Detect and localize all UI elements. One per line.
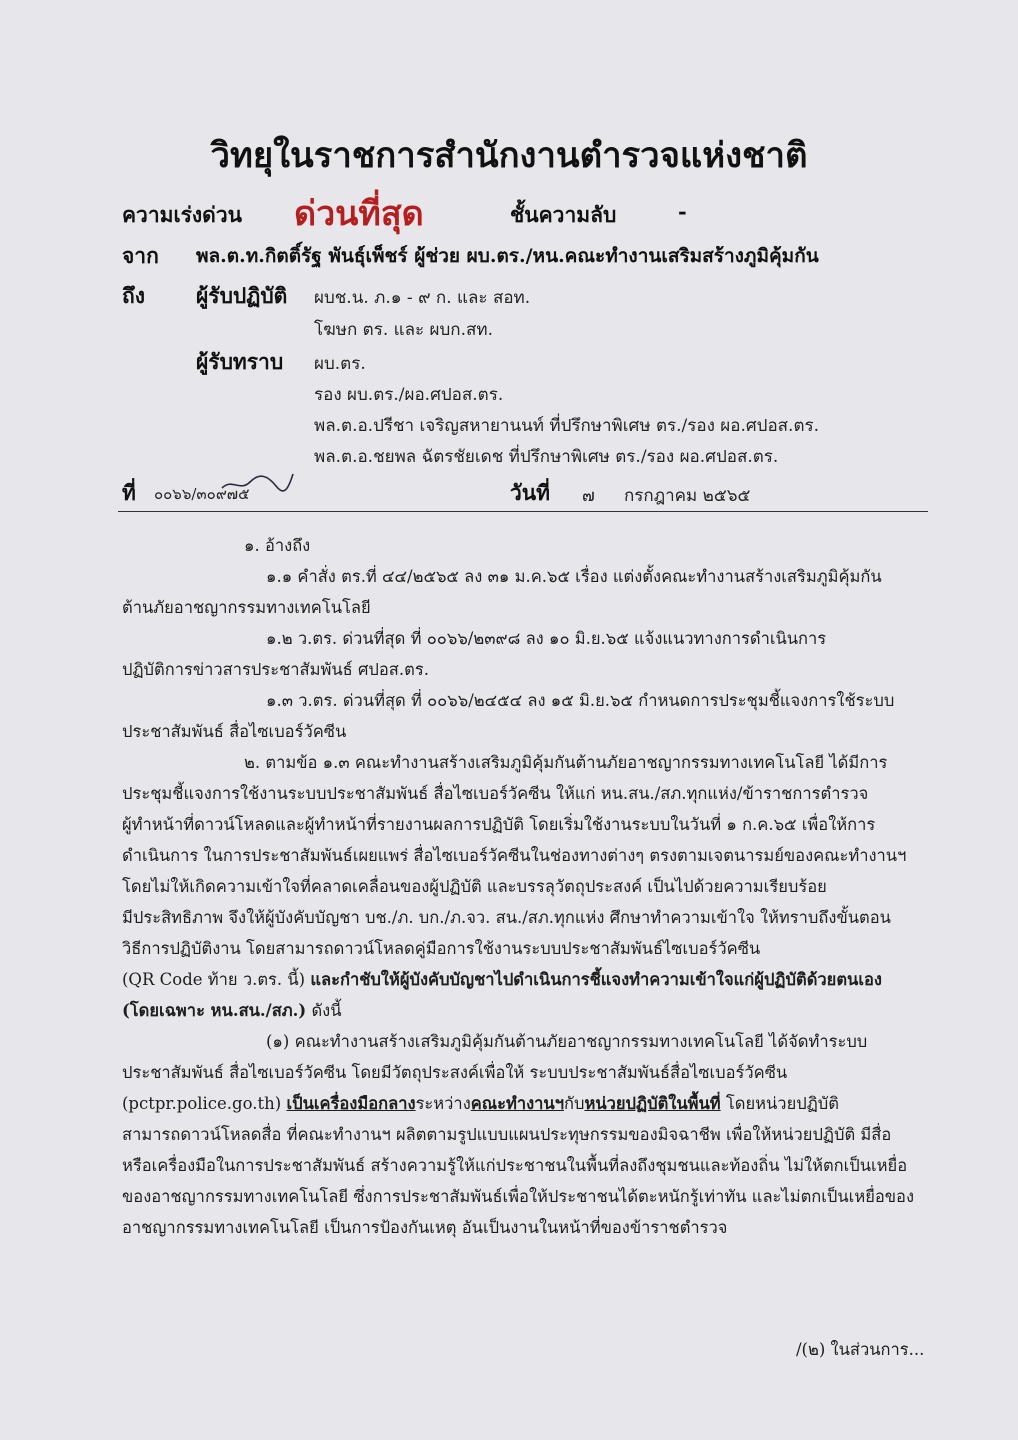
from-label: จาก bbox=[122, 243, 159, 268]
reference-heading: ๑. อ้างถึง bbox=[244, 536, 311, 555]
paragraph-line bbox=[122, 967, 882, 993]
date-month-year: กรกฎาคม ๒๕๖๕ bbox=[624, 486, 751, 506]
subsection-line: ของอาชญากรรมทางเทคโนโลยี ซึ่งการประชาสัมพันธ์เพื่อให้ประชาชนได้ตะหนักรู้เท่าทัน และไม่ตกเป็นเหยื่อของ bbox=[122, 1187, 915, 1206]
reference-line: ๑.๒ ว.ตร. ด่วนที่สุด ที่ ๐๐๖๖/๒๓๙๘ ลง ๑๐ มิ.ย.๖๕ แจ้งแนวทางการดำเนินการ bbox=[266, 629, 827, 648]
subsection-line bbox=[122, 1091, 839, 1117]
info-recipient: รอง ผบ.ตร./ผอ.ศปอส.ตร. bbox=[314, 385, 504, 405]
paragraph-line: ประชุมชี้แจงการใช้งานระบบประชาสัมพันธ์ สื่อไซเบอร์วัคซีน ให้แก่ หน.สน./สภ.ทุกแห่ง/ข้าราชการตำรวจ bbox=[122, 784, 869, 803]
underlined-text: คณะทำงานฯ bbox=[470, 1094, 564, 1113]
doc-number-label: ที่ bbox=[122, 480, 136, 505]
info-recipient: พล.ต.อ.ปรีชา เจริญสหายานนท์ ที่ปรึกษาพิเศษ ตร./รอง ผอ.ศปอส.ตร. bbox=[314, 416, 820, 436]
to-label: ถึง bbox=[122, 283, 145, 308]
paragraph-line: ๒. ตามข้อ ๑.๓ คณะทำงานสร้างเสริมภูมิคุ้มกันต้านภัยอาชญากรรมทางเทคโนโลยี ได้มีการ bbox=[244, 753, 888, 772]
reference-line: ต้านภัยอาชญากรรมทางเทคโนโลยี bbox=[122, 598, 371, 617]
info-recipient: ผบ.ตร. bbox=[314, 354, 366, 374]
paragraph-line: มีประสิทธิภาพ จึงให้ผู้บังคับบัญชา บช./ภ. บก./ภ.จว. สน./สภ.ทุกแห่ง ศึกษาทำความเข้าใจ ให้ทราบถึงขั้นตอน bbox=[122, 908, 891, 927]
urgency-label: ความเร่งด่วน bbox=[122, 202, 242, 227]
info-recipients-label: ผู้รับทราบ bbox=[196, 349, 284, 374]
paragraph-text: ระหว่าง bbox=[415, 1094, 471, 1113]
url-text: (pctpr.police.go.th) bbox=[122, 1094, 287, 1113]
underlined-text: เป็นเครื่องมือกลาง bbox=[286, 1094, 416, 1113]
paragraph-text: ดังนี้ bbox=[306, 1001, 342, 1020]
handwritten-number-mark bbox=[218, 470, 296, 498]
secrecy-value: - bbox=[678, 199, 687, 224]
subsection-line: สามารถดาวน์โหลดสื่อ ที่คณะทำงานฯ ผลิตตามรูปแบบแผนประทุษกรรมของมิจฉาชีพ เพื่อให้หน่วยปฏิบัติ มีสื่อ bbox=[122, 1125, 892, 1144]
header-divider bbox=[118, 511, 928, 512]
subsection-line: อาชญากรรมทางเทคโนโลยี เป็นการป้องกันเหตุ อันเป็นงานในหน้าที่ของข้าราชตำรวจ bbox=[122, 1218, 728, 1237]
action-recipients-label: ผู้รับปฏิบัติ bbox=[196, 283, 288, 308]
reference-line: ปฏิบัติการข่าวสารประชาสัมพันธ์ ศปอส.ตร. bbox=[122, 660, 429, 679]
emphasis-text: และกำชับให้ผู้บังคับบัญชาไปดำเนินการชี้แจงทำความเข้าใจแก่ผู้ปฏิบัติด้วยตนเอง bbox=[310, 970, 882, 989]
subsection-line: หรือเครื่องมือในการประชาสัมพันธ์ สร้างความรู้ให้แก่ประชาชนในพื้นที่ลงถึงชุมชนและท้องถิ่น ไม่ให้ตกเป็นเหยื่อ bbox=[122, 1156, 908, 1175]
subsection-line: ประชาสัมพันธ์ สื่อไซเบอร์วัคซีน โดยมีวัตถุประสงค์เพื่อให้ ระบบประชาสัมพันธ์สื่อไซเบอร์วัคซีน bbox=[122, 1063, 788, 1082]
info-recipient: พล.ต.อ.ชยพล ฉัตรชัยเดช ที่ปรึกษาพิเศษ ตร./รอง ผอ.ศปอส.ตร. bbox=[314, 447, 779, 467]
document-title: วิทยุในราชการสำนักงานตำรวจแห่งชาติ bbox=[210, 135, 808, 176]
subsection-line: (๑) คณะทำงานสร้างเสริมภูมิคุ้มกันต้านภัยอาชญากรรมทางเทคโนโลยี ได้จัดทำระบบ bbox=[266, 1032, 868, 1051]
paragraph-text: (QR Code ท้าย ว.ตร. นี้) bbox=[122, 970, 311, 989]
underlined-text: หน่วยปฏิบัติในพื้นที่ bbox=[584, 1094, 721, 1113]
paragraph-line: ดำเนินการ ในการประชาสัมพันธ์เผยแพร่ สื่อไซเบอร์วัคซีนในช่องทางต่างๆ ตรงตามเจตนารมย์ของคณะทำงานฯ bbox=[122, 846, 907, 865]
from-value: พล.ต.ท.กิตติ์รัฐ พันธุ์เพ็ชร์ ผู้ช่วย ผบ.ตร./หน.คณะทำงานเสริมสร้างภูมิคุ้มกัน bbox=[196, 245, 819, 267]
paragraph-text: กับ bbox=[563, 1094, 585, 1113]
secrecy-label: ชั้นความลับ bbox=[510, 202, 617, 227]
date-day: ๗ bbox=[582, 486, 595, 506]
paragraph-line bbox=[122, 998, 342, 1024]
reference-line: ๑.๑ คำสั่ง ตร.ที่ ๔๔/๒๕๖๕ ลง ๓๑ ม.ค.๖๕ เรื่อง แต่งตั้งคณะทำงานสร้างเสริมภูมิคุ้มกัน bbox=[266, 567, 882, 586]
date-label: วันที่ bbox=[510, 480, 550, 505]
paragraph-text: โดยหน่วยปฏิบัติ bbox=[720, 1094, 839, 1113]
doc-number: ๐๐๖๖/๓๐๙๗๕ bbox=[154, 485, 250, 503]
emphasis-text: (โดยเฉพาะ หน.สน./สภ.) bbox=[122, 1001, 307, 1020]
paragraph-line: โดยไม่ให้เกิดความเข้าใจที่คลาดเคลื่อนของผู้ปฏิบัติ และบรรลุวัตถุประสงค์ เป็นไปด้วยความเรียบร้อย bbox=[122, 877, 827, 896]
reference-line: ๑.๓ ว.ตร. ด่วนที่สุด ที่ ๐๐๖๖/๒๔๕๔ ลง ๑๕ มิ.ย.๖๕ กำหนดการประชุมชี้แจงการใช้ระบบ bbox=[266, 691, 895, 710]
reference-line: ประชาสัมพันธ์ สื่อไซเบอร์วัคซีน bbox=[122, 722, 347, 741]
paragraph-line: วิธีการปฏิบัติงาน โดยสามารถดาวน์โหลดคู่มือการใช้งานระบบประชาสัมพันธ์ไซเบอร์วัคซีน bbox=[122, 939, 761, 958]
paragraph-line: ผู้ทำหน้าที่ดาวน์โหลดและผู้ทำหน้าที่รายงานผลการปฏิบัติ โดยเริ่มใช้งานระบบในวันที่ ๑ ก.ค.๖๕ เพื่อให้การ bbox=[122, 815, 876, 834]
continuation-note: /(๒) ในส่วนการ... bbox=[796, 1340, 925, 1359]
urgency-value: ด่วนที่สุด bbox=[294, 194, 424, 234]
action-recipient: ผบช.น. ภ.๑ - ๙ ก. และ สอท. bbox=[314, 288, 531, 308]
action-recipient: โฆษก ตร. และ ผบก.สท. bbox=[314, 320, 493, 340]
